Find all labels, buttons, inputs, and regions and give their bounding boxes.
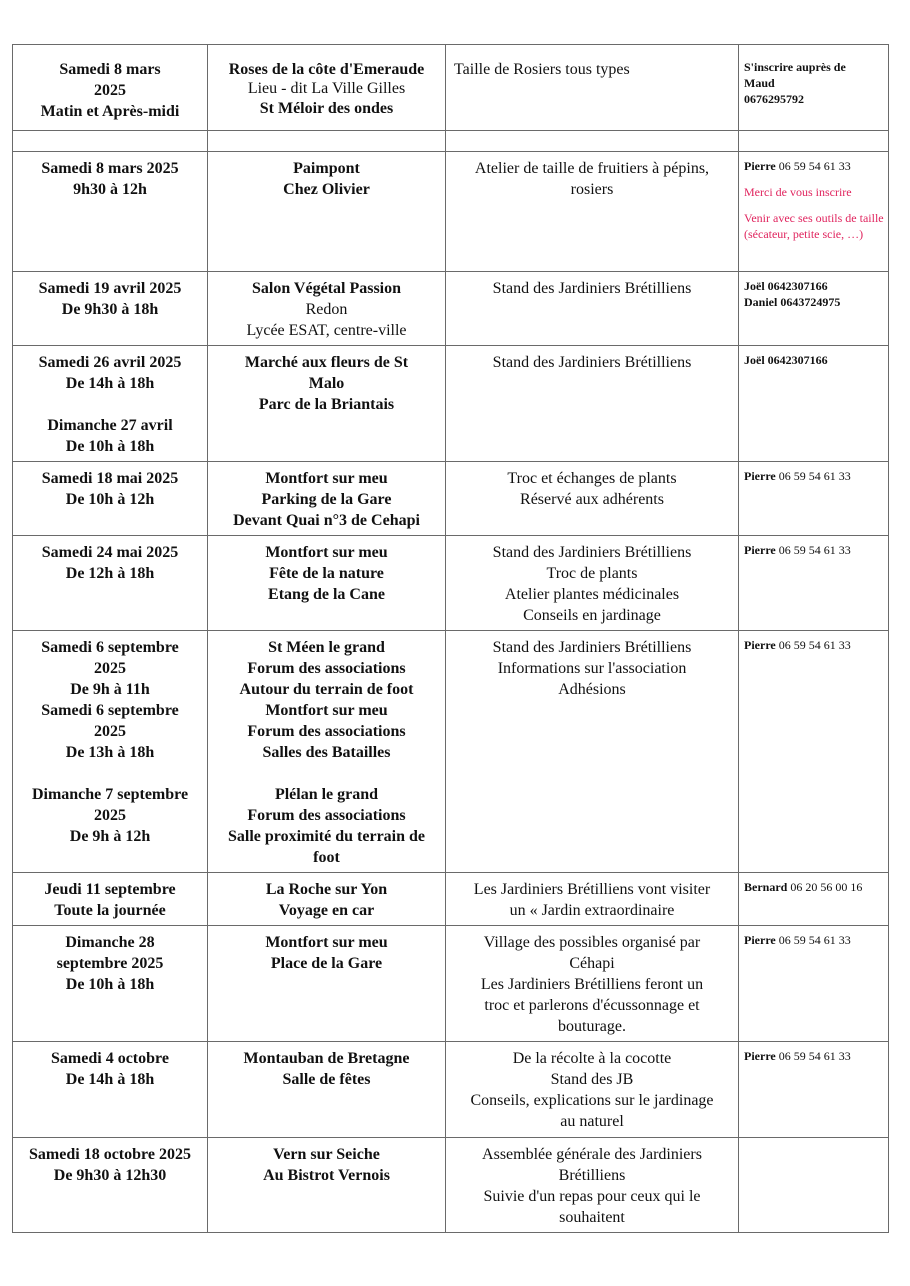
place-line: Marché aux fleurs de St [244, 354, 409, 371]
table-row [13, 45, 889, 131]
empty-cell [739, 131, 889, 152]
activity-line: Stand des Jardiniers Brétilliens [492, 354, 692, 371]
contact-name: Bernard [744, 880, 788, 894]
place-cell [208, 1138, 446, 1233]
activity-cell [446, 462, 739, 536]
place-line: Montauban de Bretagne [243, 1050, 410, 1067]
date-line: De 10h à 18h [65, 976, 155, 993]
place-cell [208, 1042, 446, 1138]
place-line: Plélan le grand [274, 786, 379, 803]
activity-line: Informations sur l'association [497, 660, 687, 677]
table-row [13, 631, 889, 873]
date-line: Samedi 8 mars 2025 [41, 160, 179, 177]
activity-line: Réservé aux adhérents [520, 491, 664, 508]
place-line: Lycée ESAT, centre-ville [246, 322, 407, 339]
date-line: Toute la journée [54, 902, 166, 919]
contact-phone: 06 59 54 61 33 [778, 543, 851, 557]
contact-phone: 06 59 54 61 33 [778, 638, 851, 652]
date-line: 9h30 à 12h [73, 181, 147, 198]
contact-name: Pierre [744, 469, 776, 483]
place-line: foot [313, 849, 340, 866]
date-line: 2025 [94, 807, 126, 824]
date-line: De 9h30 à 18h [61, 301, 159, 318]
contact-name: Pierre [744, 543, 776, 557]
date-line: Samedi 24 mai 2025 [41, 544, 179, 561]
place-line: La Roche sur Yon [265, 881, 388, 898]
contact-line: Daniel 0643724975 [744, 295, 841, 309]
place-cell [208, 272, 446, 346]
date-line: De 10h à 18h [65, 438, 155, 455]
place-cell [208, 45, 446, 131]
activity-line: rosiers [570, 181, 614, 198]
place-line: Montfort sur meu [265, 934, 388, 951]
contact-phone: 06 59 54 61 33 [778, 1049, 851, 1063]
activity-line: au naturel [560, 1113, 624, 1130]
activity-line: bouturage. [558, 1018, 626, 1035]
table-row [13, 152, 889, 272]
place-line: Etang de la Cane [268, 586, 385, 603]
activity-line: Assemblée générale des Jardiniers [482, 1146, 702, 1163]
place-line: Vern sur Seiche [273, 1146, 380, 1163]
date-line: De 9h30 à 12h30 [53, 1167, 167, 1184]
contact-name: Pierre [744, 933, 776, 947]
place-line: Forum des associations [247, 807, 406, 824]
contact-cell [739, 462, 889, 536]
activity-cell [446, 536, 739, 631]
place-cell [208, 346, 446, 462]
activity-line: Taille de Rosiers tous types [454, 61, 630, 78]
date-line: De 14h à 18h [65, 375, 155, 392]
place-line: Voyage en car [278, 902, 375, 919]
activity-line: Stand des JB [550, 1071, 634, 1088]
activity-line: Les Jardiniers Brétilliens vont visiter [473, 881, 711, 898]
activity-cell [446, 152, 739, 272]
place-line: Salon Végétal Passion [251, 280, 402, 297]
contact-phone: 06 59 54 61 33 [778, 469, 851, 483]
date-cell [13, 272, 208, 346]
contact-name: Pierre [744, 638, 776, 652]
place-cell [208, 462, 446, 536]
contact-phone: 06 59 54 61 33 [778, 933, 851, 947]
date-cell [13, 462, 208, 536]
contact-cell [739, 1042, 889, 1138]
date-line: Dimanche 28 [65, 934, 155, 951]
activity-line: De la récolte à la cocotte [512, 1050, 672, 1067]
place-cell [208, 536, 446, 631]
date-line: Dimanche 7 septembre [31, 786, 189, 803]
activity-line: Atelier plantes médicinales [504, 586, 680, 603]
activity-line: Stand des Jardiniers Brétilliens [492, 639, 692, 656]
contact-line: Joël 0642307166 [744, 279, 828, 293]
place-line: Forum des associations [247, 723, 406, 740]
place-line: Forum des associations [247, 660, 406, 677]
activity-line: troc et parlerons d'écussonnage et [484, 997, 700, 1014]
activity-line: Stand des Jardiniers Brétilliens [492, 544, 692, 561]
empty-cell [446, 131, 739, 152]
date-line: De 13h à 18h [65, 744, 155, 761]
activity-line: Céhapi [569, 955, 615, 972]
activity-cell [446, 272, 739, 346]
tools-note: Venir avec ses outils de taille (sécateur, petite scie, …) [744, 211, 884, 241]
table-row [13, 536, 889, 631]
place-cell [208, 873, 446, 926]
date-cell [13, 45, 208, 131]
place-line: St Méloir des ondes [259, 100, 394, 117]
contact-cell [739, 272, 889, 346]
contact-cell [739, 631, 889, 873]
place-line: Salle proximité du terrain de [227, 828, 426, 845]
place-cell [208, 631, 446, 873]
date-cell [13, 926, 208, 1042]
place-line: Place de la Gare [270, 955, 383, 972]
activity-line: souhaitent [559, 1209, 625, 1226]
registration-note: Merci de vous inscrire [744, 185, 852, 199]
place-cell [208, 152, 446, 272]
place-line: Redon [305, 301, 348, 318]
activity-line: Troc et échanges de plants [507, 470, 677, 487]
activity-line: Stand des Jardiniers Brétilliens [492, 280, 692, 297]
date-cell [13, 1042, 208, 1138]
date-cell [13, 873, 208, 926]
date-cell [13, 631, 208, 873]
place-line: St Méen le grand [268, 639, 385, 656]
activity-line: Troc de plants [546, 565, 638, 582]
date-line: Samedi 18 octobre 2025 [29, 1146, 191, 1163]
date-line: 2025 [94, 723, 126, 740]
place-line: Montfort sur meu [265, 470, 388, 487]
date-cell [13, 346, 208, 462]
empty-cell [13, 131, 208, 152]
events-document [12, 44, 888, 1233]
date-line: De 9h à 12h [69, 828, 151, 845]
date-line: De 10h à 12h [65, 491, 155, 508]
table-row [13, 462, 889, 536]
activity-cell [446, 1138, 739, 1233]
contact-cell [739, 152, 889, 272]
events-table [12, 44, 889, 1233]
empty-cell [208, 131, 446, 152]
date-line: De 9h à 11h [70, 681, 150, 698]
place-line: Lieu - dit La Ville Gilles [247, 80, 406, 97]
table-row [13, 1042, 889, 1138]
place-line: Paimpont [293, 160, 360, 177]
date-line: Samedi 4 octobre [51, 1050, 169, 1067]
contact-cell [739, 873, 889, 926]
contact-phone: 06 59 54 61 33 [778, 159, 851, 173]
date-cell [13, 1138, 208, 1233]
activity-cell [446, 346, 739, 462]
place-line: Parking de la Gare [261, 491, 392, 508]
activity-cell [446, 926, 739, 1042]
activity-cell [446, 1042, 739, 1138]
date-line: Samedi 6 septembre [41, 639, 179, 656]
contact-cell [739, 536, 889, 631]
table-row [13, 346, 889, 462]
activity-line: Les Jardiniers Brétilliens feront un [480, 976, 704, 993]
activity-line: Suivie d'un repas pour ceux qui le [483, 1188, 701, 1205]
activity-line: Village des possibles organisé par [483, 934, 701, 951]
place-line: Chez Olivier [283, 181, 370, 198]
contact-line: 0676295792 [744, 92, 804, 106]
date-line: De 12h à 18h [65, 565, 155, 582]
place-line: Malo [308, 375, 345, 392]
place-line: Autour du terrain de foot [239, 681, 414, 698]
contact-cell [739, 45, 889, 131]
place-line: Roses de la côte d'Emeraude [228, 61, 425, 78]
activity-line: Conseils en jardinage [523, 607, 661, 624]
date-line: Samedi 8 mars [59, 61, 161, 78]
place-line: Salles des Batailles [262, 744, 391, 761]
date-line: 2025 [94, 82, 126, 99]
contact-line: S'inscrire auprès de [744, 60, 846, 74]
table-row [13, 926, 889, 1042]
table-row [13, 1138, 889, 1233]
date-line: Matin et Après-midi [40, 103, 180, 120]
activity-cell [446, 873, 739, 926]
contact-name: Pierre [744, 1049, 776, 1063]
place-line: Salle de fêtes [282, 1071, 371, 1088]
contact-cell [739, 926, 889, 1042]
date-line: Samedi 18 mai 2025 [41, 470, 179, 487]
place-line: Devant Quai n°3 de Cehapi [233, 512, 420, 529]
date-line: De 14h à 18h [65, 1071, 155, 1088]
activity-cell [446, 45, 739, 131]
place-line: Au Bistrot Vernois [263, 1167, 390, 1184]
table-row [13, 272, 889, 346]
date-line: Dimanche 27 avril [47, 417, 173, 434]
activity-line: Conseils, explications sur le jardinage [470, 1092, 714, 1109]
date-line: Jeudi 11 septembre [44, 881, 176, 898]
place-cell [208, 926, 446, 1042]
activity-line: Adhésions [558, 681, 626, 698]
activity-cell [446, 631, 739, 873]
date-line: 2025 [94, 660, 126, 677]
contact-name: Pierre [744, 159, 776, 173]
table-row [13, 873, 889, 926]
date-line: Samedi 26 avril 2025 [38, 354, 182, 371]
contact-phone: 06 20 56 00 16 [790, 880, 863, 894]
spacer-row [13, 131, 889, 152]
activity-line: Brétilliens [558, 1167, 626, 1184]
contact-cell [739, 346, 889, 462]
contact-line: Maud [744, 76, 775, 90]
place-line: Parc de la Briantais [258, 396, 395, 413]
date-cell [13, 536, 208, 631]
date-line: septembre 2025 [56, 955, 164, 972]
activity-line: Atelier de taille de fruitiers à pépins, [474, 160, 710, 177]
date-line: Samedi 19 avril 2025 [38, 280, 182, 297]
date-cell [13, 152, 208, 272]
date-line: Samedi 6 septembre [41, 702, 179, 719]
activity-line: un « Jardin extraordinaire [509, 902, 675, 919]
contact-cell [739, 1138, 889, 1233]
place-line: Fête de la nature [269, 565, 384, 582]
place-line: Montfort sur meu [265, 544, 388, 561]
contact-line: Joël 0642307166 [744, 353, 828, 367]
place-line: Montfort sur meu [265, 702, 388, 719]
